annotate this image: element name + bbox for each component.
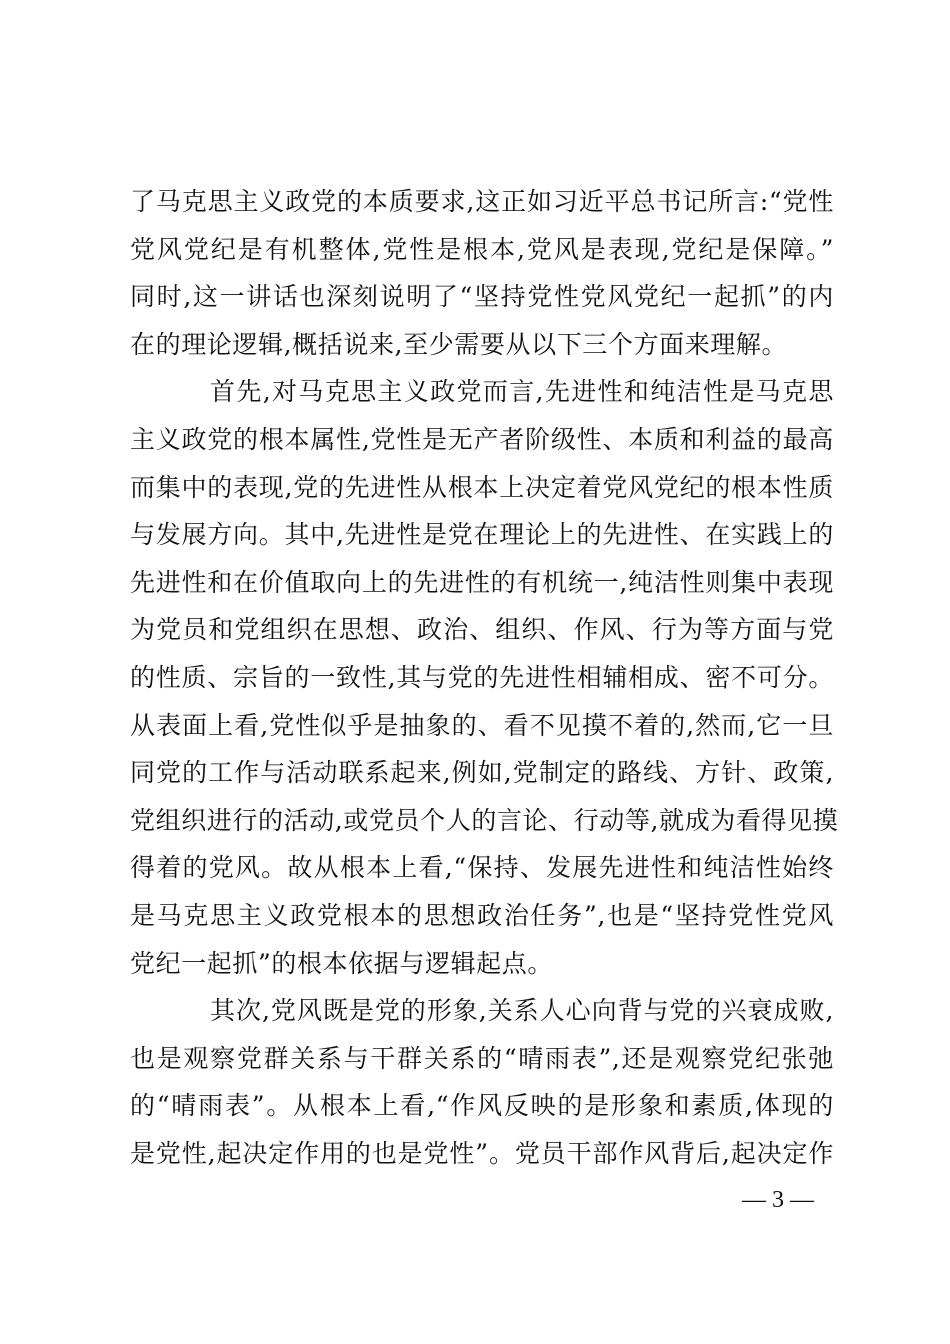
text-line: 同党的工作与活动联系起来,例如,党制定的路线、方针、政策, xyxy=(130,758,834,788)
text-line: 为党员和党组织在思想、政治、组织、作风、行为等方面与党 xyxy=(130,615,834,645)
text-line: 从表面上看,党性似乎是抽象的、看不见摸不着的,然而,它一旦 xyxy=(130,710,834,740)
text-line: 的性质、宗旨的一致性,其与党的先进性相辅相成、密不可分。 xyxy=(130,662,834,692)
text-line: 同时,这一讲话也深刻说明了“坚持党性党风党纪一起抓”的内 xyxy=(130,282,834,312)
text-line: 了马克思主义政党的本质要求,这正如习近平总书记所言:“党性 xyxy=(130,187,834,216)
text-line: 也是观察党群关系与干群关系的“晴雨表”,还是观察党纪张弛 xyxy=(130,1043,834,1073)
body-text xyxy=(130,178,839,1177)
text-line: 在的理论逻辑,概括说来,至少需要从以下三个方面来理解。 xyxy=(130,329,788,359)
text-line: 的“晴雨表”。从根本上看,“作风反映的是形象和素质,体现的 xyxy=(130,1091,834,1121)
text-line: 先进性和在价值取向上的先进性的有机统一,纯洁性则集中表现 xyxy=(130,567,834,597)
text-line: 党风党纪是有机整体,党性是根本,党风是表现,党纪是保障。” xyxy=(130,234,834,264)
text-line: 主义政党的根本属性,党性是无产者阶级性、本质和利益的最高 xyxy=(130,424,834,454)
paragraph-first-line: 其次,党风既是党的形象,关系人心向背与党的兴衰成败, xyxy=(210,996,834,1026)
text-line: 是马克思主义政党根本的思想政治任务”,也是“坚持党性党风 xyxy=(130,900,834,930)
text-line: 而集中的表现,党的先进性从根本上决定着党风党纪的根本性质 xyxy=(130,472,834,502)
text-line: 得着的党风。故从根本上看,“保持、发展先进性和纯洁性始终 xyxy=(130,853,834,883)
paragraph-first-line: 首先,对马克思主义政党而言,先进性和纯洁性是马克思 xyxy=(210,377,834,407)
text-line: 党组织进行的活动,或党员个人的言论、行动等,就成为看得见摸 xyxy=(130,805,839,835)
page-number: — 3 — xyxy=(742,1187,814,1213)
text-line: 党纪一起抓”的根本依据与逻辑起点。 xyxy=(130,948,553,978)
text-line: 与发展方向。其中,先进性是党在理论上的先进性、在实践上的 xyxy=(130,520,834,550)
text-line: 是党性,起决定作用的也是党性”。党员干部作风背后,起决定作 xyxy=(130,1138,834,1168)
